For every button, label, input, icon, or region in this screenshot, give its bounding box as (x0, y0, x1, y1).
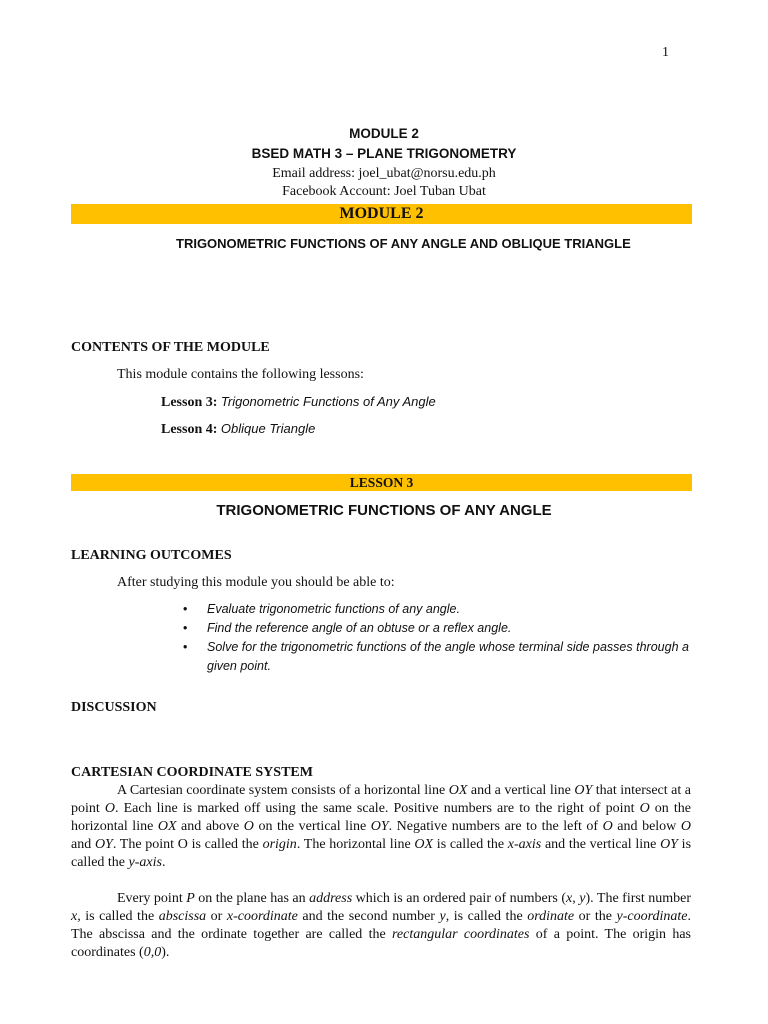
cartesian-paragraph: A Cartesian coordinate system consists of a horizontal line OX and a vertical line OY that intersect at a point O. Each line is marked off using the same scale. Positive numbers are to the right of point O on the horizontal line OX and above O on the vertical line OY. Negative numbers are to the left of O and below O and OY. The point O is called the origin. The horizontal line OX is called the x-axis and the vertical line OY is called the y-axis. (71, 783, 692, 870)
outcome-text: Find the reference angle of an obtuse or a reflex angle. (207, 621, 512, 635)
module-banner: MODULE 2 (71, 204, 692, 224)
lesson-title: TRIGONOMETRIC FUNCTIONS OF ANY ANGLE (216, 502, 552, 519)
outcome-text: Solve for the trigonometric functions of the angle whose terminal side passes through a given point. (207, 640, 689, 673)
contents-heading: CONTENTS OF THE MODULE (71, 340, 270, 355)
lesson-3-title: Trigonometric Functions of Any Angle (220, 394, 436, 409)
learning-outcomes-intro: After studying this module you should be able to: (117, 575, 395, 590)
bullet-icon: • (183, 621, 188, 635)
lesson-banner: LESSON 3 (71, 474, 692, 491)
course-title: BSED MATH 3 – PLANE TRIGONOMETRY (251, 146, 517, 161)
coordinates-paragraph: Every point P on the plane has an address which is an ordered pair of numbers (x, y). The first number x, is called the abscissa or x-coordinate and the second number y, is called the ordinate or the y-coordinate. The abscissa and the ordinate together are called the rectangular coordinates of a point. The origin has coordinates (0,0). (71, 891, 692, 960)
lesson-4-title: Oblique Triangle (220, 421, 316, 436)
page-number: 1 (662, 45, 669, 60)
contents-intro: This module contains the following lessons: (117, 367, 364, 382)
learning-outcomes-list (183, 600, 689, 676)
email-line: Email address: joel_ubat@norsu.edu.ph (272, 166, 496, 181)
facebook-line: Facebook Account: Joel Tuban Ubat (282, 184, 486, 199)
bullet-icon: • (183, 602, 188, 616)
list-item (183, 619, 689, 638)
lesson-4-entry (161, 421, 315, 438)
lesson-4-label: Lesson 4: (161, 422, 218, 437)
bullet-icon: • (183, 640, 188, 654)
lesson-3-label: Lesson 3: (161, 395, 218, 410)
module-label: MODULE 2 (349, 126, 419, 141)
discussion-heading: DISCUSSION (71, 700, 157, 715)
outcome-text: Evaluate trigonometric functions of any angle. (207, 602, 460, 616)
learning-outcomes-heading: LEARNING OUTCOMES (71, 548, 232, 563)
lesson-3-entry (161, 394, 436, 411)
list-item (183, 600, 689, 619)
list-item (183, 638, 689, 676)
module-subtitle: TRIGONOMETRIC FUNCTIONS OF ANY ANGLE AND OBLIQUE TRIANGLE (176, 236, 631, 251)
cartesian-heading: CARTESIAN COORDINATE SYSTEM (71, 765, 313, 780)
